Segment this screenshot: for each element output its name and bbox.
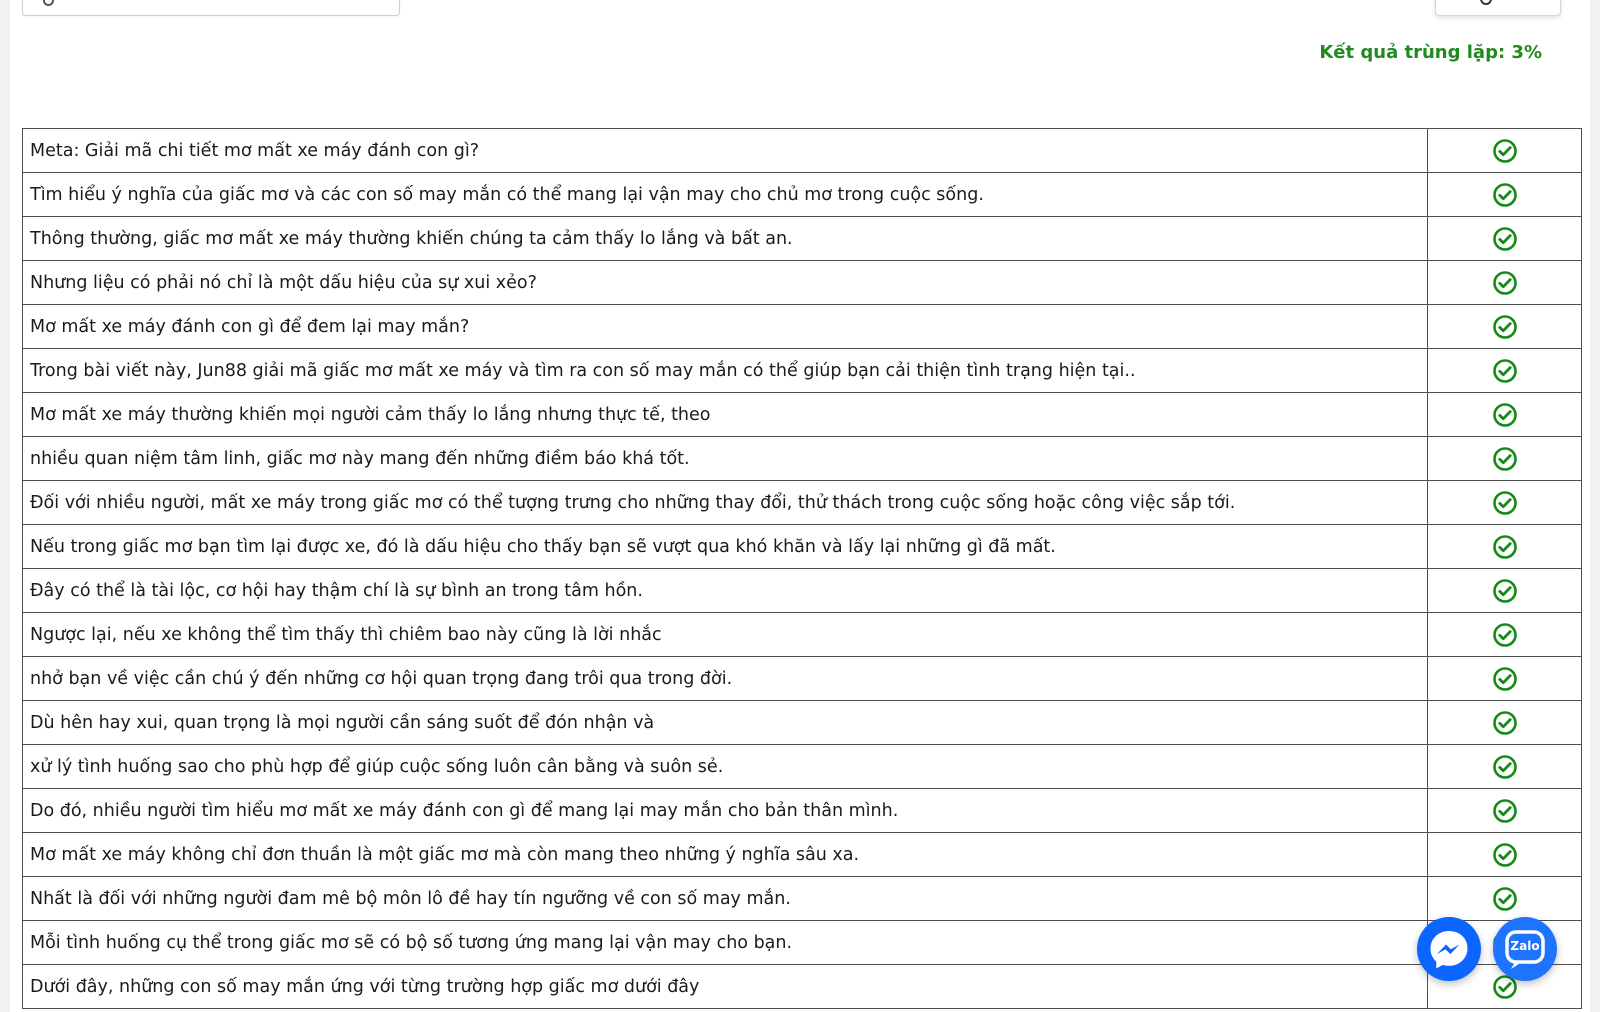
- sentence-cell: xử lý tình huống sao cho phù hợp để giúp cuộc sống luôn cân bằng và suôn sẻ.: [23, 745, 1428, 789]
- sentence-cell: Tìm hiểu ý nghĩa của giấc mơ và các con số may mắn có thể mang lại vận may cho chủ mơ trong cuộc sống.: [23, 173, 1428, 217]
- check-circle-icon: [1492, 886, 1518, 912]
- check-circle-icon: [1492, 754, 1518, 780]
- sentence-cell: Dưới đây, những con số may mắn ứng với từng trường hợp giấc mơ dưới đây: [23, 965, 1428, 1009]
- table-row: [23, 173, 1582, 217]
- search-icon: [1480, 0, 1492, 5]
- check-circle-icon: [1492, 138, 1518, 164]
- check-circle-icon: [1492, 842, 1518, 868]
- sentence-cell: Mơ mất xe máy đánh con gì để đem lại may mắn?: [23, 305, 1428, 349]
- table-row: [23, 569, 1582, 613]
- status-cell: [1428, 789, 1582, 833]
- sentence-cell: Đối với nhiều người, mất xe máy trong giấc mơ có thể tượng trưng cho những thay đổi, thử thách trong cuộc sống hoặc công việc sắp tới.: [23, 481, 1428, 525]
- status-cell: [1428, 657, 1582, 701]
- table-row: [23, 349, 1582, 393]
- status-cell: [1428, 745, 1582, 789]
- check-circle-icon: [1492, 270, 1518, 296]
- top-action-button[interactable]: [1435, 0, 1561, 16]
- status-cell: [1428, 833, 1582, 877]
- duplicate-result-label: Kết quả trùng lặp: 3%: [1319, 42, 1542, 63]
- status-cell: [1428, 393, 1582, 437]
- table-row: [23, 217, 1582, 261]
- check-circle-icon: [1492, 666, 1518, 692]
- sentence-cell: Nếu trong giấc mơ bạn tìm lại được xe, đó là dấu hiệu cho thấy bạn sẽ vượt qua khó khăn và lấy lại những gì đã mất.: [23, 525, 1428, 569]
- table-row: [23, 701, 1582, 745]
- check-circle-icon: [1492, 578, 1518, 604]
- table-row: [23, 393, 1582, 437]
- status-cell: [1428, 701, 1582, 745]
- status-cell: [1428, 305, 1582, 349]
- check-circle-icon: [1492, 182, 1518, 208]
- sentence-cell: Ngược lại, nếu xe không thể tìm thấy thì chiêm bao này cũng là lời nhắc: [23, 613, 1428, 657]
- search-icon: [43, 0, 54, 6]
- check-circle-icon: [1492, 314, 1518, 340]
- sentence-cell: Thông thường, giấc mơ mất xe máy thường khiến chúng ta cảm thấy lo lắng và bất an.: [23, 217, 1428, 261]
- table-row: [23, 921, 1582, 965]
- table-row: [23, 745, 1582, 789]
- status-cell: [1428, 613, 1582, 657]
- table-row: [23, 877, 1582, 921]
- status-cell: [1428, 129, 1582, 173]
- zalo-button[interactable]: [1493, 917, 1557, 981]
- sentence-cell: nhiều quan niệm tâm linh, giấc mơ này mang đến những điềm báo khá tốt.: [23, 437, 1428, 481]
- sentence-cell: Mơ mất xe máy không chỉ đơn thuần là một giấc mơ mà còn mang theo những ý nghĩa sâu xa.: [23, 833, 1428, 877]
- check-circle-icon: [1492, 710, 1518, 736]
- table-row: [23, 525, 1582, 569]
- status-cell: [1428, 481, 1582, 525]
- status-cell: [1428, 877, 1582, 921]
- table-row: [23, 613, 1582, 657]
- sentence-cell: Do đó, nhiều người tìm hiểu mơ mất xe máy đánh con gì để mang lại may mắn cho bản thân mình.: [23, 789, 1428, 833]
- check-circle-icon: [1492, 226, 1518, 252]
- messenger-icon: [1417, 917, 1481, 981]
- sentence-cell: Trong bài viết này, Jun88 giải mã giấc mơ mất xe máy và tìm ra con số may mắn có thể giúp bạn cải thiện tình trạng hiện tại..: [23, 349, 1428, 393]
- status-cell: [1428, 261, 1582, 305]
- status-cell: [1428, 217, 1582, 261]
- table-row: [23, 261, 1582, 305]
- sentence-cell: Mơ mất xe máy thường khiến mọi người cảm thấy lo lắng nhưng thực tế, theo: [23, 393, 1428, 437]
- table-row: [23, 437, 1582, 481]
- check-circle-icon: [1492, 622, 1518, 648]
- messenger-button[interactable]: [1417, 917, 1481, 981]
- check-circle-icon: [1492, 490, 1518, 516]
- page: [10, 0, 1590, 1012]
- table-row: [23, 833, 1582, 877]
- table-row: [23, 481, 1582, 525]
- check-circle-icon: [1492, 798, 1518, 824]
- status-cell: [1428, 525, 1582, 569]
- status-cell: [1428, 173, 1582, 217]
- status-cell: [1428, 569, 1582, 613]
- table-row: [23, 789, 1582, 833]
- check-circle-icon: [1492, 446, 1518, 472]
- results-table: [22, 128, 1582, 1009]
- table-row: [23, 305, 1582, 349]
- sentence-cell: nhở bạn về việc cần chú ý đến những cơ hội quan trọng đang trôi qua trong đời.: [23, 657, 1428, 701]
- sentence-cell: Meta: Giải mã chi tiết mơ mất xe máy đánh con gì?: [23, 129, 1428, 173]
- status-cell: [1428, 437, 1582, 481]
- sentence-cell: Đây có thể là tài lộc, cơ hội hay thậm chí là sự bình an trong tâm hồn.: [23, 569, 1428, 613]
- sentence-cell: Nhưng liệu có phải nó chỉ là một dấu hiệu của sự xui xẻo?: [23, 261, 1428, 305]
- search-input[interactable]: [22, 0, 400, 16]
- table-row: [23, 965, 1582, 1009]
- status-cell: [1428, 349, 1582, 393]
- zalo-label: Zalo: [1510, 939, 1540, 953]
- check-circle-icon: [1492, 534, 1518, 560]
- table-row: [23, 129, 1582, 173]
- check-circle-icon: [1492, 358, 1518, 384]
- sentence-cell: Mỗi tình huống cụ thể trong giấc mơ sẽ có bộ số tương ứng mang lại vận may cho bạn.: [23, 921, 1428, 965]
- check-circle-icon: [1492, 402, 1518, 428]
- sentence-cell: Nhất là đối với những người đam mê bộ môn lô đề hay tín ngưỡng về con số may mắn.: [23, 877, 1428, 921]
- sentence-cell: Dù hên hay xui, quan trọng là mọi người cần sáng suốt để đón nhận và: [23, 701, 1428, 745]
- table-row: [23, 657, 1582, 701]
